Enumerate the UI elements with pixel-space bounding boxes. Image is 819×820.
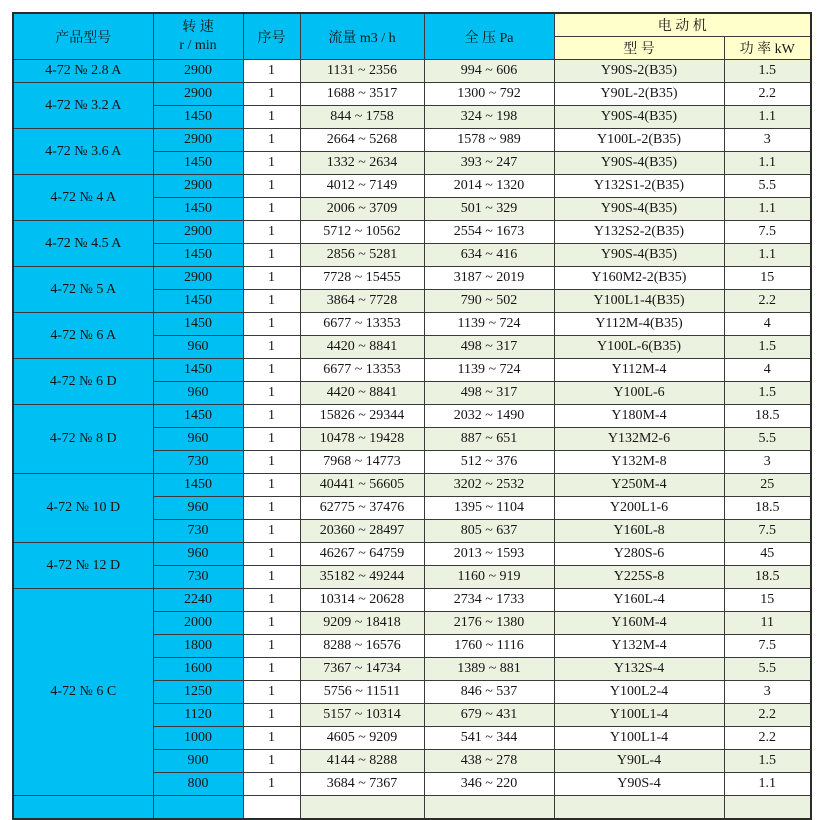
pressure-cell: 324 ~ 198 <box>424 106 554 129</box>
motor-model-cell: Y90S-4(B35) <box>554 152 724 175</box>
seq-cell: 1 <box>243 773 300 796</box>
motor-model-cell: Y90L-2(B35) <box>554 83 724 106</box>
pressure-cell: 805 ~ 637 <box>424 520 554 543</box>
motor-power-cell: 2.2 <box>724 704 811 727</box>
table-row <box>13 313 811 336</box>
product-model-cell: 4-72 № 4 A <box>13 175 153 221</box>
speed-cell: 1450 <box>153 290 243 313</box>
flow-cell: 3684 ~ 7367 <box>300 773 424 796</box>
flow-cell: 2856 ~ 5281 <box>300 244 424 267</box>
speed-cell: 1450 <box>153 405 243 428</box>
pressure-cell: 498 ~ 317 <box>424 382 554 405</box>
seq-cell: 1 <box>243 175 300 198</box>
motor-power-cell: 15 <box>724 589 811 612</box>
motor-power-cell: 18.5 <box>724 566 811 589</box>
header-speed <box>153 13 243 60</box>
speed-cell: 1450 <box>153 313 243 336</box>
motor-model-cell: Y225S-8 <box>554 566 724 589</box>
flow-cell: 1688 ~ 3517 <box>300 83 424 106</box>
motor-power-cell: 1.5 <box>724 60 811 83</box>
flow-cell: 2006 ~ 3709 <box>300 198 424 221</box>
motor-power-cell: 5.5 <box>724 175 811 198</box>
header-row-main <box>13 13 811 37</box>
seq-cell: 1 <box>243 520 300 543</box>
flow-cell <box>300 796 424 820</box>
product-model-cell: 4-72 № 2.8 A <box>13 60 153 83</box>
header-pressure: 全 压 Pa <box>424 13 554 60</box>
table-header <box>13 13 811 60</box>
pressure-cell: 2734 ~ 1733 <box>424 589 554 612</box>
motor-model-cell: Y132M-4 <box>554 635 724 658</box>
flow-cell: 1332 ~ 2634 <box>300 152 424 175</box>
motor-power-cell: 18.5 <box>724 405 811 428</box>
header-speed-unit: r / min <box>179 37 217 53</box>
motor-model-cell: Y90S-2(B35) <box>554 60 724 83</box>
seq-cell: 1 <box>243 382 300 405</box>
speed-cell: 960 <box>153 497 243 520</box>
motor-model-cell: Y132S-4 <box>554 658 724 681</box>
product-model-cell: 4-72 № 6 A <box>13 313 153 359</box>
pressure-cell: 2176 ~ 1380 <box>424 612 554 635</box>
seq-cell: 1 <box>243 359 300 382</box>
speed-cell: 2900 <box>153 175 243 198</box>
table-row <box>13 267 811 290</box>
flow-cell: 9209 ~ 18418 <box>300 612 424 635</box>
table-row <box>13 796 811 820</box>
motor-power-cell: 18.5 <box>724 497 811 520</box>
speed-cell: 2900 <box>153 129 243 152</box>
speed-cell: 2900 <box>153 60 243 83</box>
header-product-model: 产品型号 <box>13 13 153 60</box>
motor-model-cell: Y90S-4(B35) <box>554 244 724 267</box>
motor-model-cell: Y90S-4(B35) <box>554 198 724 221</box>
motor-power-cell: 1.1 <box>724 244 811 267</box>
table-row <box>13 129 811 152</box>
table-row <box>13 359 811 382</box>
product-model-cell: 4-72 № 3.2 A <box>13 83 153 129</box>
flow-cell: 4420 ~ 8841 <box>300 382 424 405</box>
speed-cell: 2900 <box>153 83 243 106</box>
motor-power-cell: 1.5 <box>724 382 811 405</box>
flow-cell: 6677 ~ 13353 <box>300 313 424 336</box>
seq-cell <box>243 796 300 820</box>
motor-model-cell: Y100L2-4 <box>554 681 724 704</box>
motor-power-cell: 1.5 <box>724 750 811 773</box>
table-row <box>13 543 811 566</box>
motor-power-cell: 5.5 <box>724 658 811 681</box>
motor-power-cell: 1.1 <box>724 152 811 175</box>
speed-cell: 2900 <box>153 221 243 244</box>
motor-model-cell: Y100L1-4 <box>554 727 724 750</box>
product-model-cell: 4-72 № 12 D <box>13 543 153 589</box>
flow-cell: 4144 ~ 8288 <box>300 750 424 773</box>
speed-cell: 1800 <box>153 635 243 658</box>
product-model-cell <box>13 796 153 820</box>
speed-cell: 1600 <box>153 658 243 681</box>
pressure-cell: 994 ~ 606 <box>424 60 554 83</box>
flow-cell: 15826 ~ 29344 <box>300 405 424 428</box>
pressure-cell: 346 ~ 220 <box>424 773 554 796</box>
speed-cell: 1450 <box>153 244 243 267</box>
speed-cell <box>153 796 243 820</box>
product-model-cell: 4-72 № 5 A <box>13 267 153 313</box>
seq-cell: 1 <box>243 83 300 106</box>
flow-cell: 4420 ~ 8841 <box>300 336 424 359</box>
flow-cell: 10478 ~ 19428 <box>300 428 424 451</box>
motor-model-cell: Y100L-6 <box>554 382 724 405</box>
seq-cell: 1 <box>243 221 300 244</box>
motor-power-cell: 25 <box>724 474 811 497</box>
speed-cell: 730 <box>153 566 243 589</box>
speed-cell: 730 <box>153 451 243 474</box>
pressure-cell: 1578 ~ 989 <box>424 129 554 152</box>
table-row <box>13 474 811 497</box>
pressure-cell: 393 ~ 247 <box>424 152 554 175</box>
motor-power-cell: 11 <box>724 612 811 635</box>
speed-cell: 960 <box>153 336 243 359</box>
pressure-cell: 1760 ~ 1116 <box>424 635 554 658</box>
seq-cell: 1 <box>243 681 300 704</box>
flow-cell: 6677 ~ 13353 <box>300 359 424 382</box>
seq-cell: 1 <box>243 750 300 773</box>
motor-power-cell: 3 <box>724 681 811 704</box>
pressure-cell: 501 ~ 329 <box>424 198 554 221</box>
motor-model-cell: Y90S-4(B35) <box>554 106 724 129</box>
flow-cell: 4605 ~ 9209 <box>300 727 424 750</box>
table-row <box>13 83 811 106</box>
table-row <box>13 221 811 244</box>
motor-power-cell: 45 <box>724 543 811 566</box>
flow-cell: 20360 ~ 28497 <box>300 520 424 543</box>
pressure-cell: 438 ~ 278 <box>424 750 554 773</box>
flow-cell: 844 ~ 1758 <box>300 106 424 129</box>
motor-model-cell: Y160L-4 <box>554 589 724 612</box>
flow-cell: 35182 ~ 49244 <box>300 566 424 589</box>
motor-model-cell: Y132M-8 <box>554 451 724 474</box>
motor-model-cell: Y112M-4 <box>554 359 724 382</box>
pressure-cell: 2032 ~ 1490 <box>424 405 554 428</box>
seq-cell: 1 <box>243 313 300 336</box>
motor-model-cell: Y280S-6 <box>554 543 724 566</box>
motor-power-cell: 7.5 <box>724 635 811 658</box>
speed-cell: 960 <box>153 428 243 451</box>
pressure-cell: 1139 ~ 724 <box>424 359 554 382</box>
product-model-cell: 4-72 № 3.6 A <box>13 129 153 175</box>
motor-power-cell: 4 <box>724 359 811 382</box>
motor-model-cell: Y180M-4 <box>554 405 724 428</box>
motor-model-cell: Y132S2-2(B35) <box>554 221 724 244</box>
motor-model-cell: Y200L1-6 <box>554 497 724 520</box>
motor-model-cell: Y250M-4 <box>554 474 724 497</box>
seq-cell: 1 <box>243 106 300 129</box>
seq-cell: 1 <box>243 60 300 83</box>
pressure-cell: 2554 ~ 1673 <box>424 221 554 244</box>
seq-cell: 1 <box>243 451 300 474</box>
fan-spec-table <box>12 12 812 820</box>
motor-power-cell: 1.1 <box>724 106 811 129</box>
table-row <box>13 175 811 198</box>
speed-cell: 1000 <box>153 727 243 750</box>
speed-cell: 1450 <box>153 474 243 497</box>
seq-cell: 1 <box>243 566 300 589</box>
seq-cell: 1 <box>243 474 300 497</box>
flow-cell: 1131 ~ 2356 <box>300 60 424 83</box>
product-model-cell: 4-72 № 8 D <box>13 405 153 474</box>
header-seq: 序号 <box>243 13 300 60</box>
pressure-cell: 634 ~ 416 <box>424 244 554 267</box>
speed-cell: 800 <box>153 773 243 796</box>
seq-cell: 1 <box>243 267 300 290</box>
pressure-cell: 1389 ~ 881 <box>424 658 554 681</box>
speed-cell: 960 <box>153 543 243 566</box>
pressure-cell: 1139 ~ 724 <box>424 313 554 336</box>
flow-cell: 5712 ~ 10562 <box>300 221 424 244</box>
seq-cell: 1 <box>243 727 300 750</box>
motor-model-cell: Y100L1-4 <box>554 704 724 727</box>
flow-cell: 7367 ~ 14734 <box>300 658 424 681</box>
seq-cell: 1 <box>243 589 300 612</box>
flow-cell: 10314 ~ 20628 <box>300 589 424 612</box>
motor-power-cell: 7.5 <box>724 520 811 543</box>
seq-cell: 1 <box>243 658 300 681</box>
speed-cell: 1450 <box>153 106 243 129</box>
pressure-cell: 498 ~ 317 <box>424 336 554 359</box>
seq-cell: 1 <box>243 635 300 658</box>
flow-cell: 8288 ~ 16576 <box>300 635 424 658</box>
speed-cell: 1120 <box>153 704 243 727</box>
pressure-cell: 1395 ~ 1104 <box>424 497 554 520</box>
motor-model-cell: Y160M2-2(B35) <box>554 267 724 290</box>
flow-cell: 62775 ~ 37476 <box>300 497 424 520</box>
product-model-cell: 4-72 № 10 D <box>13 474 153 543</box>
header-flow: 流量 m3 / h <box>300 13 424 60</box>
motor-power-cell: 1.1 <box>724 773 811 796</box>
flow-cell: 7728 ~ 15455 <box>300 267 424 290</box>
flow-cell: 3864 ~ 7728 <box>300 290 424 313</box>
motor-model-cell: Y160L-8 <box>554 520 724 543</box>
motor-model-cell: Y90S-4 <box>554 773 724 796</box>
motor-model-cell: Y112M-4(B35) <box>554 313 724 336</box>
speed-cell: 1450 <box>153 198 243 221</box>
motor-power-cell: 3 <box>724 129 811 152</box>
flow-cell: 5157 ~ 10314 <box>300 704 424 727</box>
flow-cell: 2664 ~ 5268 <box>300 129 424 152</box>
pressure-cell: 541 ~ 344 <box>424 727 554 750</box>
flow-cell: 40441 ~ 56605 <box>300 474 424 497</box>
seq-cell: 1 <box>243 336 300 359</box>
motor-power-cell: 5.5 <box>724 428 811 451</box>
speed-cell: 2240 <box>153 589 243 612</box>
seq-cell: 1 <box>243 497 300 520</box>
pressure-cell: 679 ~ 431 <box>424 704 554 727</box>
product-model-cell: 4-72 № 4.5 A <box>13 221 153 267</box>
speed-cell: 960 <box>153 382 243 405</box>
flow-cell: 46267 ~ 64759 <box>300 543 424 566</box>
pressure-cell: 3202 ~ 2532 <box>424 474 554 497</box>
motor-model-cell: Y100L-6(B35) <box>554 336 724 359</box>
table-row <box>13 589 811 612</box>
motor-power-cell: 7.5 <box>724 221 811 244</box>
flow-cell: 7968 ~ 14773 <box>300 451 424 474</box>
motor-power-cell: 1.1 <box>724 198 811 221</box>
header-motor-model: 型 号 <box>554 37 724 60</box>
motor-model-cell: Y90L-4 <box>554 750 724 773</box>
seq-cell: 1 <box>243 612 300 635</box>
product-model-cell: 4-72 № 6 C <box>13 589 153 796</box>
table-row <box>13 60 811 83</box>
pressure-cell: 1300 ~ 792 <box>424 83 554 106</box>
seq-cell: 1 <box>243 198 300 221</box>
motor-model-cell: Y132S1-2(B35) <box>554 175 724 198</box>
motor-power-cell: 2.2 <box>724 727 811 750</box>
speed-cell: 2900 <box>153 267 243 290</box>
pressure-cell: 2013 ~ 1593 <box>424 543 554 566</box>
seq-cell: 1 <box>243 704 300 727</box>
motor-power-cell: 4 <box>724 313 811 336</box>
seq-cell: 1 <box>243 543 300 566</box>
motor-model-cell: Y132M2-6 <box>554 428 724 451</box>
product-model-cell: 4-72 № 6 D <box>13 359 153 405</box>
flow-cell: 4012 ~ 7149 <box>300 175 424 198</box>
motor-model-cell: Y100L1-4(B35) <box>554 290 724 313</box>
motor-power-cell: 3 <box>724 451 811 474</box>
header-speed-label: 转 速 <box>182 20 214 35</box>
pressure-cell: 790 ~ 502 <box>424 290 554 313</box>
motor-model-cell <box>554 796 724 820</box>
motor-power-cell: 15 <box>724 267 811 290</box>
motor-power-cell: 2.2 <box>724 290 811 313</box>
seq-cell: 1 <box>243 405 300 428</box>
pressure-cell <box>424 796 554 820</box>
pressure-cell: 3187 ~ 2019 <box>424 267 554 290</box>
seq-cell: 1 <box>243 428 300 451</box>
speed-cell: 730 <box>153 520 243 543</box>
table-body <box>13 60 811 820</box>
header-motor-power: 功 率 kW <box>724 37 811 60</box>
pressure-cell: 1160 ~ 919 <box>424 566 554 589</box>
speed-cell: 1450 <box>153 359 243 382</box>
speed-cell: 1250 <box>153 681 243 704</box>
speed-cell: 900 <box>153 750 243 773</box>
seq-cell: 1 <box>243 129 300 152</box>
seq-cell: 1 <box>243 152 300 175</box>
pressure-cell: 887 ~ 651 <box>424 428 554 451</box>
motor-model-cell: Y160M-4 <box>554 612 724 635</box>
motor-power-cell <box>724 796 811 820</box>
pressure-cell: 2014 ~ 1320 <box>424 175 554 198</box>
table-row <box>13 405 811 428</box>
pressure-cell: 846 ~ 537 <box>424 681 554 704</box>
motor-power-cell: 2.2 <box>724 83 811 106</box>
pressure-cell: 512 ~ 376 <box>424 451 554 474</box>
header-motor-group: 电 动 机 <box>554 13 811 37</box>
flow-cell: 5756 ~ 11511 <box>300 681 424 704</box>
speed-cell: 2000 <box>153 612 243 635</box>
speed-cell: 1450 <box>153 152 243 175</box>
seq-cell: 1 <box>243 244 300 267</box>
motor-model-cell: Y100L-2(B35) <box>554 129 724 152</box>
motor-power-cell: 1.5 <box>724 336 811 359</box>
seq-cell: 1 <box>243 290 300 313</box>
